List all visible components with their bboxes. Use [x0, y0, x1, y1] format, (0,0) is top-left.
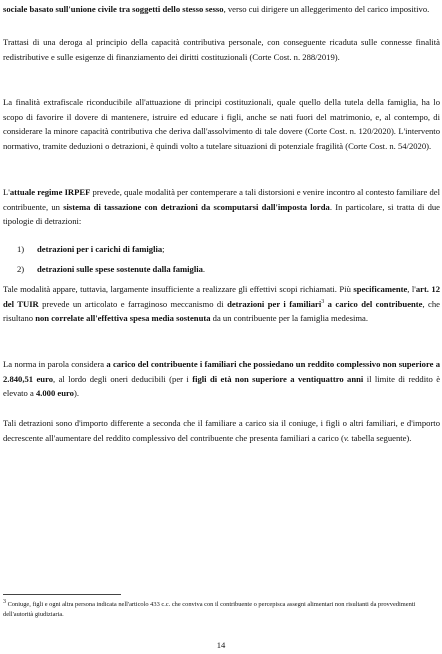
list-item: 1) detrazioni per i carichi di famiglia;: [17, 244, 165, 254]
paragraph-2: Trattasi di una deroga al principio della capacità contributiva personale, con conseguente ricaduta sulle connesse finalità redistributive e sulle esigenze di finanziamento dei diritti costituzionali (Corte Cost. n. 288/2019).: [3, 37, 440, 62]
footnote-ref[interactable]: 3: [321, 298, 325, 305]
paragraph-6: La norma in parola considera a carico del contribuente i familiari che possiedano un reddito complessivo non superiore a 2.840,51 euro, al lordo degli oneri deducibili (per i figli di età non superiore a ventiquattro anni il limite di reddito è elevato a 4.000 euro).: [3, 359, 441, 398]
bold-text: sociale basato sull'unione civile tra soggetti dello stesso sesso: [3, 4, 224, 14]
list-item: 2) detrazioni sulle spese sostenute dalla famiglia.: [17, 264, 206, 274]
page-number: 14: [216, 640, 226, 650]
paragraph-4: L'attuale regime IRPEF prevede, quale modalità per contemperare a tali distorsioni e venire incontro al contesto familiare del contribuente, un sistema di tassazione con detrazioni da scomputarsi dall'imposta lorda. In particolare, si tratta di due tipologie di detrazioni:: [3, 187, 440, 226]
footnote: $^3$ Coniuge, figli e ogni altra persona indicata nell'articolo 433 c.c. che conviva con il contribuente o percepisca assegni alimentari non risultanti da provvedimenti dell'autorità giudiziaria.: [3, 598, 416, 618]
paragraph-5: Tale modalità appare, tuttavia, largamente insufficiente a realizzare gli effettivi scopi richiamati. Più specificamente, l'art. 12 del TUIR prevede un articolato e farraginoso meccanismo di detrazioni per i familiari$^3$ a carico del contribuente, che risultano non correlate all'effettiva spesa media sostenuta da un contribuente per la famiglia medesima.: [3, 284, 440, 323]
paragraph-7: Tali detrazioni sono d'importo differente a seconda che il familiare a carico sia il coniuge, i figli o altri familiari, e d'importo decrescente all'aumentare del reddito complessivo del contribuente che presenta familiari a carico (v. tabella seguente).: [3, 418, 440, 443]
paragraph-1: sociale basato sull'unione civile tra soggetti dello stesso sesso, verso cui dirigere un alleggerimento del carico impositivo.: [3, 4, 430, 14]
footnote-divider: [3, 594, 121, 595]
paragraph-3: La finalità extrafiscale riconducibile all'attuazione di principi costituzionali, quale quello della tutela della famiglia, ha lo scopo di favorire il dovere di mantenere, istruire ed educare i figli, anche se nati fuori del matrimonio, e, al contempo, di considerare la minore capacità contributiva che deriva dall'assolvimento di tale dovere (Corte Cost. n. 120/2020). L'intervento normativo, tramite deduzioni o detrazioni, è quindi volto a tutelare situazioni di potenziale fragilità (Corte Cost. n. 54/2020).: [3, 97, 440, 151]
